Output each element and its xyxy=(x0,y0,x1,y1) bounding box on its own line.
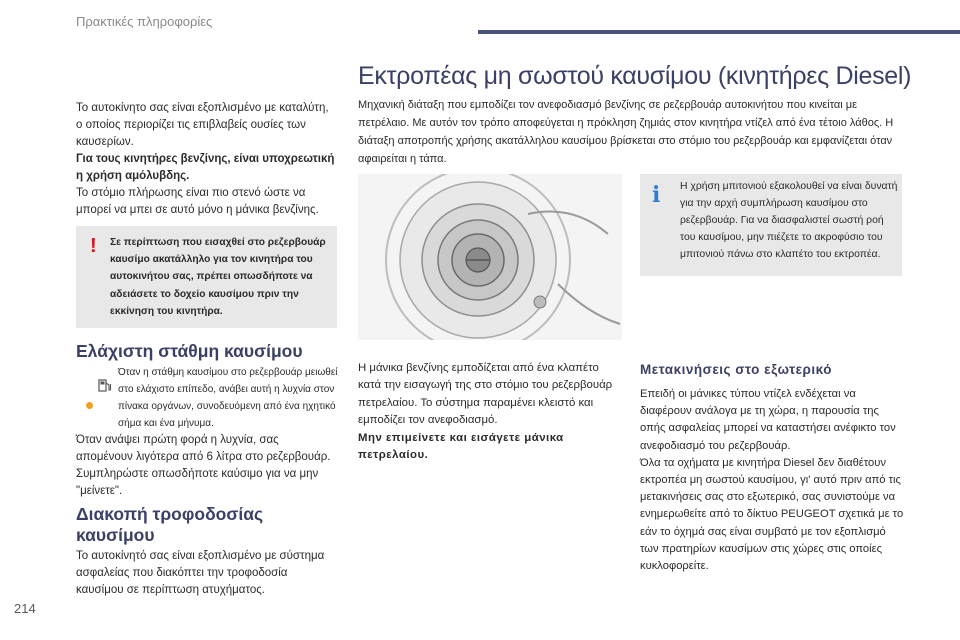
warning-icon: ! xyxy=(90,235,97,257)
misfuel-intro: Μηχανική διάταξη που εμποδίζει τον ανεφοδιασμό βενζίνης σε ρεζερβουάρ αυτοκινήτου που κινείται με πετρέλαιο. Με αυτόν τον τρόπο αποφεύγεται η πρόκληση ζημιάς στον κινητήρα ντίζελ από ένα τέτοιο λάθος. Η διάταξη αποτροπής χρήσης ακατάλληλου καυσίμου βρίσκεται στο στόμιο του ρεζερβουάρ και εμφανίζεται όταν αφαιρείται η τάπα. xyxy=(358,99,894,165)
warning-box xyxy=(76,226,337,328)
filler-neck-paragraph: Το στόμιο πλήρωσης είναι πιο στενό ώστε να μπορεί να μπει σε αυτό μόνο η μάνικα βενζίνης. xyxy=(76,187,319,216)
header-title: Πρακτικές πληροφορίες xyxy=(76,14,213,29)
travel-paragraph-2: Όλα τα οχήματα με κινητήρα Diesel δεν διαθέτουν εκτροπέα μη σωστού καυσίμου, γι' αυτό πριν από τις μετακινήσεις σας στο εξωτερικό, σας συνιστούμε να ενημερωθείτε από το δίκτυο PEUGEOT σχετικά με το εάν το όχημά σας είναι συμβατό με τον εξοπλισμό των πρατηρίων καυσίμων στις χώρες στις οποίες κυκλοφορείτε. xyxy=(640,456,904,573)
left-column xyxy=(76,100,338,219)
heading-fuel-cutoff: Διακοπή τροφοδοσίας καυσίμου xyxy=(76,504,264,545)
low-fuel-lamp-icon xyxy=(86,402,93,409)
unleaded-requirement: Για τους κινητήρες βενζίνης, είναι υποχρεωτική η χρήση αμόλυβδης. xyxy=(76,153,335,182)
info-box xyxy=(640,174,902,276)
flap-text: Η μάνικα βενζίνης εμποδίζεται από ένα κλαπέτο κατά την εισαγωγή της στο στόμιο του ρεζερβουάρ πετρελαίου. Το σύστημα παραμένει κλειστό και εμποδίζει τον ανεφοδιασμό. xyxy=(358,362,613,427)
flap-warning: Μην επιμείνετε και εισάγετε μάνικα πετρελαίου. xyxy=(358,431,564,462)
info-icon: i xyxy=(652,182,661,208)
header-bar xyxy=(478,30,960,34)
heading-travel-abroad: Μετακινήσεις στο εξωτερικό xyxy=(640,362,832,377)
flap-text-block xyxy=(358,360,620,464)
warning-text: Σε περίπτωση που εισαχθεί στο ρεζερβουάρ καυσίμο ακατάλληλο για τον κινητήρα του αυτοκινήτου σας, πρέπει οπωσδήποτε να αδειάσετε το δοχείο καυσίμου πριν την εκκίνηση του κινητήρα. xyxy=(110,237,326,317)
min-fuel-text: Όταν ανάψει πρώτη φορά η λυχνία, σας απομένουν λιγότερα από 6 λίτρα στο ρεζερβουάρ. Συμπληρώστε οπωσδήποτε καύσιμο για να μην "μείνετε". xyxy=(76,434,331,497)
heading-min-fuel: Ελάχιστη στάθμη καυσίμου xyxy=(76,341,303,361)
travel-paragraph-1: Επειδή οι μάνικες τύπου ντίζελ ενδέχεται να διαφέρουν ανάλογα με τη χώρα, η παρουσία της οπής ασφαλείας μπορεί να καταστήσει ανέφικτο τον ανεφοδιασμό του ρεζερβουάρ. xyxy=(640,388,896,452)
fuel-pump-icon xyxy=(98,378,112,392)
filler-neck-image xyxy=(358,174,622,340)
page-title: Εκτροπέας μη σωστού καυσίμου (κινητήρες Diesel) xyxy=(358,62,912,90)
fuel-cutoff-text: Το αυτοκίνητό σας είναι εξοπλισμένο με σύστημα ασφαλείας που διακόπτει την τροφοδοσία καυσίμου σε περίπτωση ατυχήματος. xyxy=(76,550,325,596)
info-text: Η χρήση μπιτονιού εξακολουθεί να είναι δυνατή για την αρχή συμπλήρωση καυσίμου στο ρεζερβουάρ. Για να διασφαλιστεί σωστή ροή του καυσίμου, μην πιέζετε το ακροφύσιο του μπιτονιού πάνω στο κλαπέτο του εκτροπέα. xyxy=(680,181,898,260)
min-fuel-note-text: Όταν η στάθμη καυσίμου στο ρεζερβουάρ μειωθεί στο ελάχιστο επίπεδο, ανάβει αυτή η λυχνία στον πίνακα οργάνων, συνοδευόμενη από ένα ηχητικό σήμα και ένα μήνυμα. xyxy=(118,367,338,429)
filler-neck-illustration xyxy=(358,174,622,340)
intro-paragraph: Το αυτοκίνητο σας είναι εξοπλισμένο με καταλύτη, ο οποίος περιορίζει τις επιβλαβείς ουσίες των καυσερίων. xyxy=(76,102,329,148)
page-number: 214 xyxy=(14,601,36,616)
travel-abroad-text xyxy=(640,386,906,575)
